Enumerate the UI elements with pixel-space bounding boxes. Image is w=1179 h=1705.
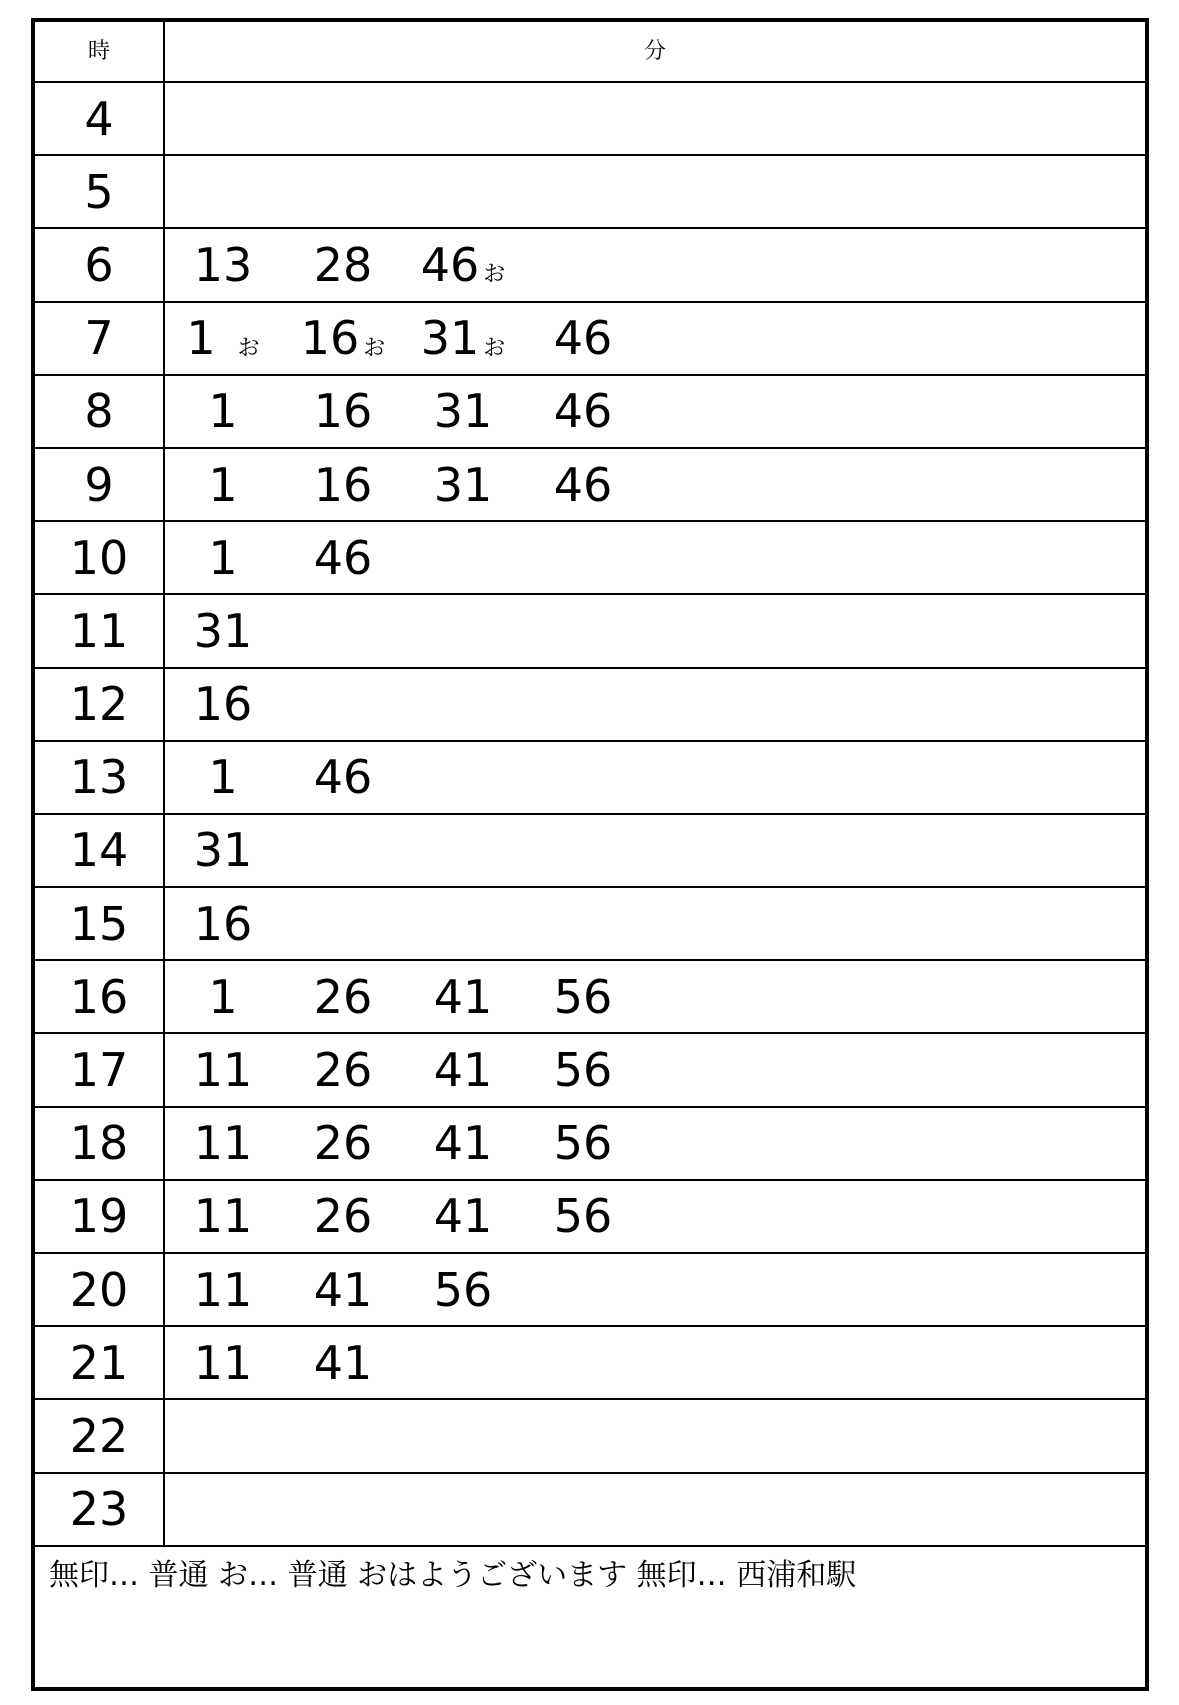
departure-minute	[403, 961, 523, 1032]
minute-value: 26	[313, 1116, 373, 1171]
hour-row	[35, 742, 1145, 815]
hour-cell: 20	[69, 1262, 129, 1317]
hour-row	[35, 961, 1145, 1034]
minute-value: 31	[420, 311, 480, 366]
minute-value: 26	[313, 1043, 373, 1098]
minute-value: 11	[193, 1189, 253, 1244]
departure-minute	[283, 961, 403, 1032]
minutes-cell	[183, 1108, 1145, 1179]
minute-value: 31	[193, 823, 253, 878]
minutes-cell	[183, 1034, 1145, 1105]
minutes-cell	[183, 1181, 1145, 1252]
departure-minute	[283, 449, 403, 520]
minute-value: 31	[433, 457, 493, 512]
departure-minute	[403, 229, 523, 300]
minute-value: 26	[313, 1189, 373, 1244]
train-type-mark: お	[483, 262, 506, 288]
departure-minute	[163, 742, 283, 813]
departure-minute	[283, 229, 403, 300]
hour-cell: 22	[69, 1408, 129, 1463]
departure-minute	[283, 376, 403, 447]
minutes-cell	[183, 595, 1145, 666]
hour-row	[35, 1474, 1145, 1547]
departure-minute	[283, 1108, 403, 1179]
departure-minute	[163, 1181, 283, 1252]
minute-value: 1	[208, 530, 238, 585]
departure-minute	[523, 376, 643, 447]
departure-minute	[163, 1327, 283, 1398]
departure-minute	[403, 376, 523, 447]
minutes-cell	[183, 376, 1145, 447]
departure-minute	[163, 961, 283, 1032]
minute-column-header: 分	[643, 39, 666, 64]
departure-minute	[283, 742, 403, 813]
minute-value: 31	[433, 384, 493, 439]
departure-minute	[403, 303, 523, 374]
minutes-cell	[183, 156, 1145, 227]
train-type-mark: お	[237, 335, 260, 361]
minutes-cell	[183, 1254, 1145, 1325]
hour-cell: 13	[69, 750, 129, 805]
departure-minute	[403, 1254, 523, 1325]
departure-minute	[283, 1181, 403, 1252]
departure-minute	[163, 595, 283, 666]
minutes-cell	[183, 449, 1145, 520]
hour-row	[35, 1181, 1145, 1254]
hour-cell: 5	[84, 164, 114, 219]
hour-row	[35, 888, 1145, 961]
minute-value: 56	[553, 969, 613, 1024]
hour-cell: 15	[69, 896, 129, 951]
hour-cell: 19	[69, 1189, 129, 1244]
minute-value: 1	[208, 457, 238, 512]
departure-minute	[283, 1327, 403, 1398]
departure-minute	[163, 229, 283, 300]
hour-row	[35, 1254, 1145, 1327]
minute-value: 46	[313, 530, 373, 585]
departure-minute	[523, 449, 643, 520]
minute-value: 1	[208, 384, 238, 439]
departure-minute	[283, 522, 403, 593]
minute-value: 41	[313, 1335, 373, 1390]
departure-minute	[403, 1108, 523, 1179]
hour-row	[35, 376, 1145, 449]
minute-value: 11	[193, 1262, 253, 1317]
minutes-cell	[183, 522, 1145, 593]
departure-minute	[523, 1181, 643, 1252]
minutes-cell	[183, 303, 1145, 374]
hour-row	[35, 815, 1145, 888]
minute-value: 16	[313, 457, 373, 512]
departure-minute	[523, 303, 643, 374]
timetable-header	[35, 22, 1145, 83]
minute-value: 1	[186, 311, 216, 366]
departure-minute	[283, 303, 403, 374]
hour-cell: 11	[69, 603, 129, 658]
minute-value: 28	[313, 237, 373, 292]
hour-row	[35, 1400, 1145, 1473]
departure-minute	[403, 1034, 523, 1105]
departure-minute	[163, 669, 283, 740]
hour-cell: 4	[84, 91, 114, 146]
minutes-cell	[183, 669, 1145, 740]
minute-value: 56	[553, 1116, 613, 1171]
departure-minute	[163, 376, 283, 447]
minute-value: 46	[553, 457, 613, 512]
minute-value: 41	[433, 1043, 493, 1098]
hour-row	[35, 303, 1145, 376]
departure-minute	[163, 303, 283, 374]
minute-value: 46	[313, 750, 373, 805]
minute-value: 11	[193, 1043, 253, 1098]
hour-row	[35, 229, 1145, 302]
departure-minute	[523, 1034, 643, 1105]
hour-row	[35, 595, 1145, 668]
minutes-cell	[183, 815, 1145, 886]
legend: 無印… 普通 お… 普通 おはようございます 無印… 西浦和駅	[49, 1558, 857, 1593]
hour-cell: 14	[69, 823, 129, 878]
minute-value: 11	[193, 1116, 253, 1171]
hour-cell: 17	[69, 1043, 129, 1098]
hour-row	[35, 1108, 1145, 1181]
timetable-rows	[35, 83, 1145, 1547]
minutes-cell	[183, 888, 1145, 959]
minute-value: 1	[208, 969, 238, 1024]
minute-value: 16	[193, 896, 253, 951]
hour-row	[35, 449, 1145, 522]
hour-cell: 7	[84, 311, 114, 366]
hour-cell: 21	[69, 1335, 129, 1390]
minute-value: 56	[433, 1262, 493, 1317]
departure-minute	[163, 522, 283, 593]
minute-value: 16	[193, 677, 253, 732]
hour-row	[35, 1327, 1145, 1400]
minutes-cell	[183, 1400, 1145, 1471]
minute-value: 41	[433, 1116, 493, 1171]
minute-value: 1	[208, 750, 238, 805]
hour-row	[35, 83, 1145, 156]
departure-minute	[163, 1108, 283, 1179]
hour-cell: 23	[69, 1482, 129, 1537]
minute-value: 46	[420, 237, 480, 292]
minutes-cell	[183, 1474, 1145, 1545]
minutes-cell	[183, 961, 1145, 1032]
minute-value: 46	[553, 384, 613, 439]
minute-value: 41	[313, 1262, 373, 1317]
minute-value: 11	[193, 1335, 253, 1390]
train-type-mark: お	[363, 335, 386, 361]
minutes-cell	[183, 83, 1145, 154]
minute-value: 56	[553, 1043, 613, 1098]
hour-cell: 8	[84, 384, 114, 439]
hour-row	[35, 522, 1145, 595]
train-type-mark: お	[483, 335, 506, 361]
departure-minute	[163, 449, 283, 520]
minute-value: 41	[433, 1189, 493, 1244]
hour-cell: 6	[84, 237, 114, 292]
departure-minute	[283, 1254, 403, 1325]
hour-cell: 16	[69, 969, 129, 1024]
departure-minute	[403, 449, 523, 520]
minute-value: 56	[553, 1189, 613, 1244]
departure-minute	[403, 1181, 523, 1252]
minute-value: 16	[313, 384, 373, 439]
departure-minute	[163, 1254, 283, 1325]
minute-value: 16	[300, 311, 360, 366]
minutes-cell	[183, 229, 1145, 300]
timetable	[31, 18, 1149, 1691]
minute-value: 13	[193, 237, 253, 292]
hour-row	[35, 669, 1145, 742]
departure-minute	[523, 961, 643, 1032]
minute-value: 26	[313, 969, 373, 1024]
hour-cell: 12	[69, 677, 129, 732]
departure-minute	[523, 1108, 643, 1179]
hour-cell: 9	[84, 457, 114, 512]
hour-row	[35, 156, 1145, 229]
minute-value: 41	[433, 969, 493, 1024]
departure-minute	[283, 1034, 403, 1105]
departure-minute	[163, 815, 283, 886]
hour-row	[35, 1034, 1145, 1107]
hour-cell: 10	[69, 530, 129, 585]
minutes-cell	[183, 742, 1145, 813]
departure-minute	[163, 888, 283, 959]
hour-cell: 18	[69, 1116, 129, 1171]
minutes-cell	[183, 1327, 1145, 1398]
hour-column-header: 時	[87, 39, 110, 64]
minute-value: 31	[193, 603, 253, 658]
departure-minute	[163, 1034, 283, 1105]
minute-value: 46	[553, 311, 613, 366]
